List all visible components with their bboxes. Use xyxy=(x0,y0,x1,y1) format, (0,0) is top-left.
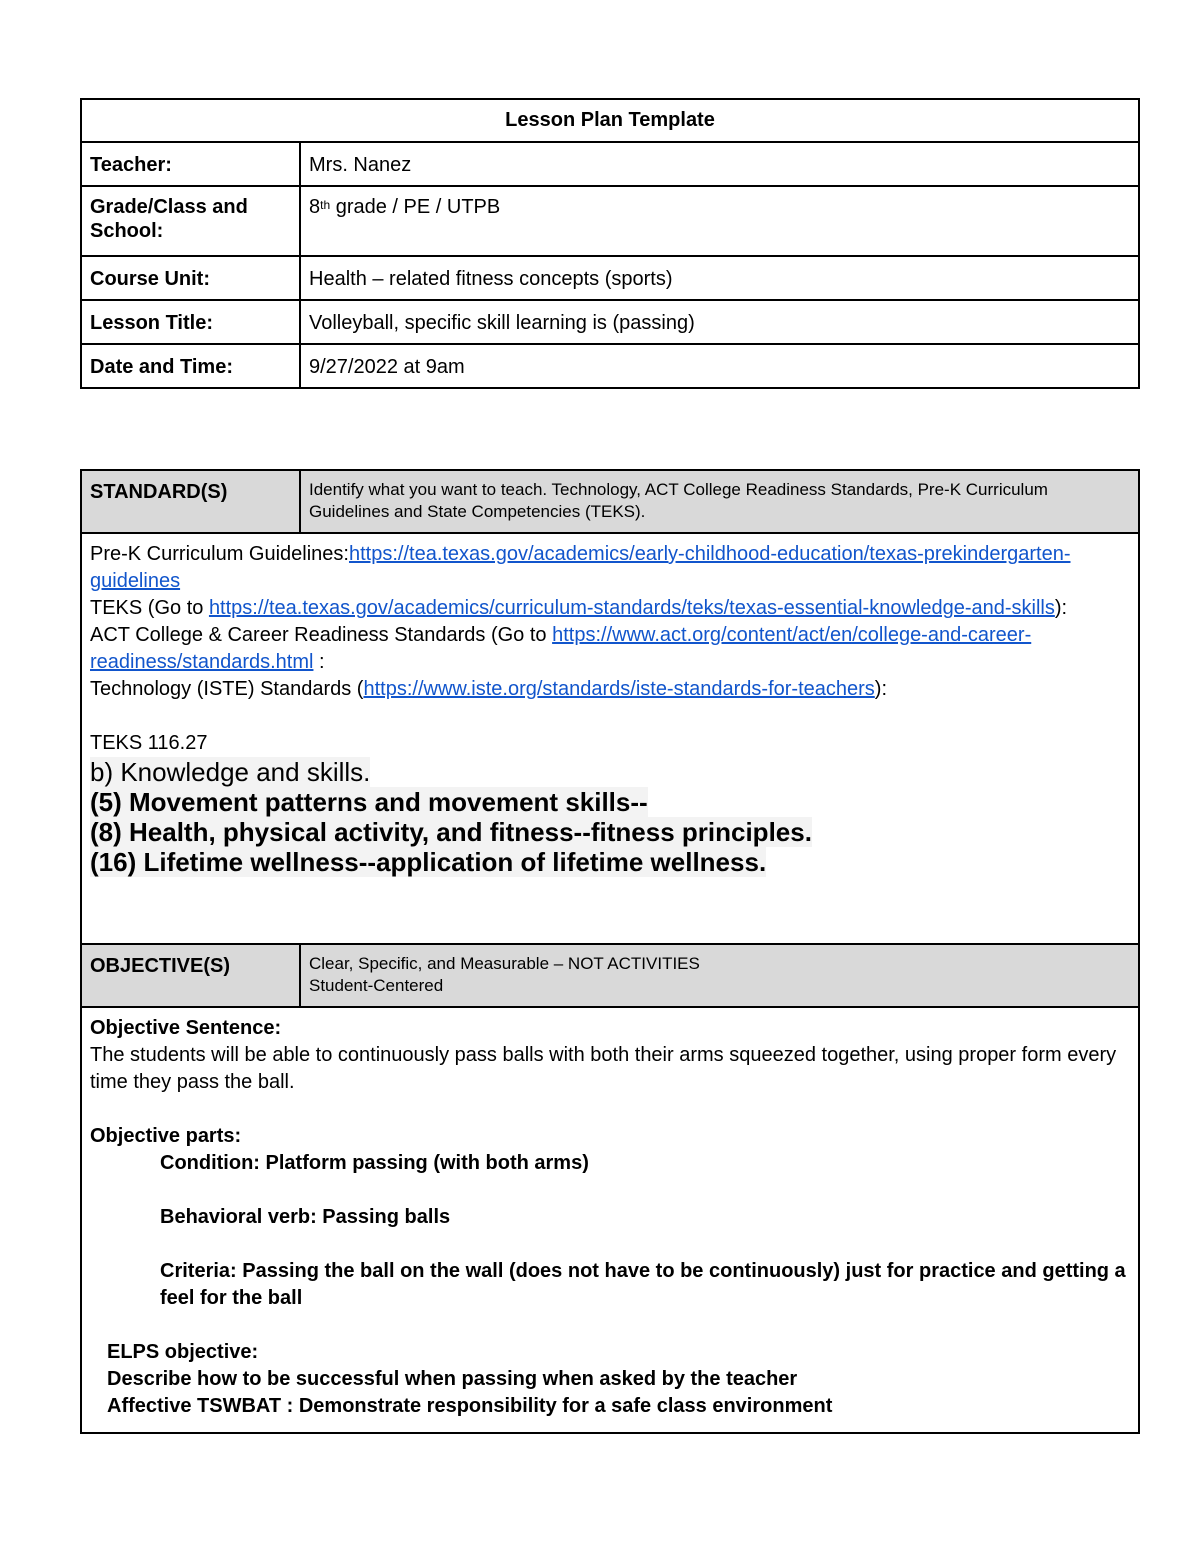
objective-sentence: The students will be able to continuously pass balls with both their arms squeezed together, using proper form every time they pass the ball. xyxy=(90,1044,1117,1093)
standard-item xyxy=(90,847,1130,877)
grade-value xyxy=(300,186,1139,256)
tech-suffix: ): xyxy=(874,678,888,700)
objectives-content xyxy=(81,1007,1139,1433)
knowledge-text: b) Knowledge and skills. xyxy=(90,757,371,787)
teacher-value: Mrs. Nanez xyxy=(300,142,1139,186)
objectives-desc-line1: Clear, Specific, and Measurable – NOT ACTIVITIES xyxy=(309,954,700,973)
standard-item-text: (8) Health, physical activity, and fitness--fitness principles. xyxy=(90,817,812,847)
criteria-text: Criteria: Passing the ball on the wall (does not have to be continuously) just for practice and getting a feel for the ball xyxy=(160,1260,1126,1309)
standards-description: Identify what you want to teach. Technology, ACT College Readiness Standards, Pre-K Curriculum Guidelines and State Competencies (TEKS). xyxy=(300,470,1139,533)
elps-label: ELPS objective: xyxy=(107,1341,259,1363)
knowledge-heading xyxy=(90,757,1130,787)
teks-suffix: ): xyxy=(1054,597,1068,619)
lesson-info-table xyxy=(80,98,1140,389)
unit-value: Health – related fitness concepts (sports) xyxy=(300,256,1139,300)
standard-item xyxy=(90,787,1130,817)
prek-prefix: Pre-K Curriculum Guidelines: xyxy=(90,543,349,565)
tech-line xyxy=(90,676,1130,703)
grade-label: Grade/Class and School: xyxy=(81,186,300,256)
standards-content xyxy=(81,533,1139,944)
elps-line2: Affective TSWBAT : Demonstrate responsibility for a safe class environment xyxy=(107,1395,833,1417)
act-line xyxy=(90,622,1130,676)
behavioral-verb-text: Behavioral verb: Passing balls xyxy=(160,1206,451,1228)
grade-rest: grade / PE / UTPB xyxy=(330,196,501,218)
elps-line1: Describe how to be successful when passing when asked by the teacher xyxy=(107,1368,798,1390)
standards-objectives-table xyxy=(80,469,1140,1434)
prek-line xyxy=(90,541,1130,595)
teks-prefix: TEKS (Go to xyxy=(90,597,209,619)
grade-number: 8 xyxy=(309,196,321,218)
lesson-title-label: Lesson Title: xyxy=(81,300,300,344)
lesson-title-value: Volleyball, specific skill learning is (passing) xyxy=(300,300,1139,344)
standard-item xyxy=(90,817,1130,847)
objectives-label: OBJECTIVE(S) xyxy=(81,944,300,1007)
prek-link[interactable]: https://tea.texas.gov/academics/early-childhood-education/texas-prekindergarten-guidelines xyxy=(90,543,1071,592)
tech-link[interactable]: https://www.iste.org/standards/iste-standards-for-teachers xyxy=(363,678,875,700)
date-label: Date and Time: xyxy=(81,344,300,388)
date-value: 9/27/2022 at 9am xyxy=(300,344,1139,388)
objectives-desc-line2: Student-Centered xyxy=(309,976,444,995)
teks-link[interactable]: https://tea.texas.gov/academics/curriculum-standards/teks/texas-essential-knowledge-and-skills xyxy=(208,597,1055,619)
condition-text: Condition: Platform passing (with both arms) xyxy=(160,1152,589,1174)
standard-item-text: (16) Lifetime wellness--application of lifetime wellness. xyxy=(90,847,767,877)
objective-sentence-label: Objective Sentence: xyxy=(90,1017,282,1039)
objective-parts-label: Objective parts: xyxy=(90,1125,242,1147)
teacher-label: Teacher: xyxy=(81,142,300,186)
act-suffix: : xyxy=(313,651,325,673)
act-prefix: ACT College & Career Readiness Standards (Go to xyxy=(90,624,553,646)
standard-item-text: (5) Movement patterns and movement skills-- xyxy=(90,787,648,817)
tech-prefix: Technology (ISTE) Standards ( xyxy=(90,678,364,700)
teks-line xyxy=(90,595,1130,622)
standards-label: STANDARD(S) xyxy=(81,470,300,533)
act-link[interactable]: https://www.act.org/content/act/en/college-and-career-readiness/standards.html xyxy=(90,624,1032,673)
objectives-description xyxy=(300,944,1139,1007)
unit-label: Course Unit: xyxy=(81,256,300,300)
grade-suffix: th xyxy=(320,198,331,212)
teks-code: TEKS 116.27 xyxy=(90,732,208,754)
table-title: Lesson Plan Template xyxy=(81,99,1139,142)
